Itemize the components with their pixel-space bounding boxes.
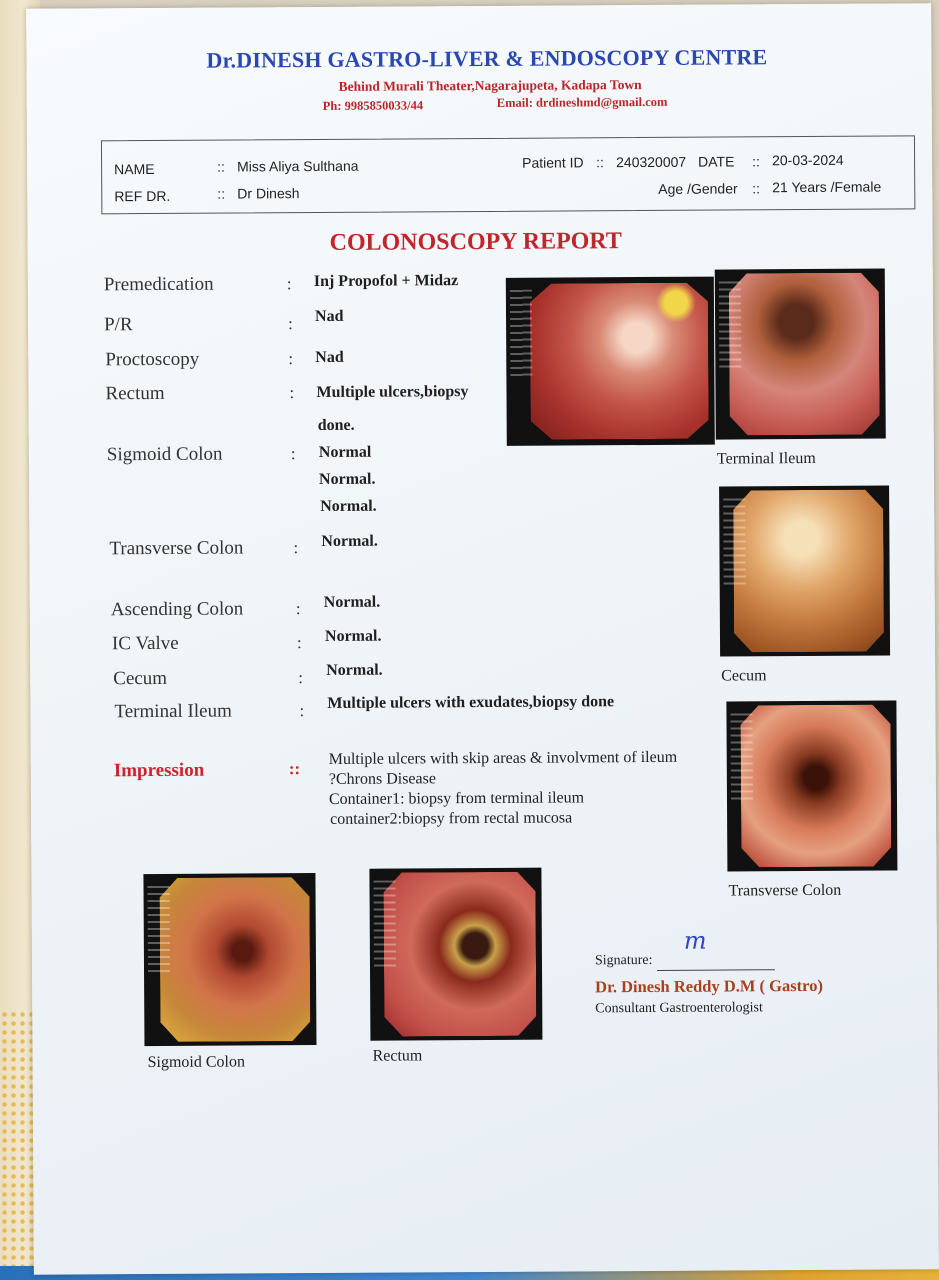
impression-label: Impression	[113, 759, 205, 782]
handwritten-signature: m	[683, 926, 707, 955]
patient-info-box	[101, 135, 915, 214]
patient-id: 240320007	[616, 153, 687, 171]
ref-doctor: Dr Dinesh	[237, 185, 300, 202]
endoscopy-image-rectum-closeup	[506, 277, 715, 446]
ref-label: REF DR.	[114, 187, 171, 205]
image-caption: Terminal Ileum	[716, 449, 816, 468]
doctor-name: Dr. Dinesh Reddy D.M ( Gastro)	[595, 975, 823, 997]
image-caption: Rectum	[372, 1047, 423, 1065]
finding-separator: :	[290, 444, 296, 464]
finding-value: Normal.	[321, 532, 378, 550]
finding-separator: :	[299, 701, 305, 721]
centre-email: Email: drdineshmd@gmail.com	[496, 94, 668, 110]
finding-value-continued: Normal.	[318, 470, 376, 488]
centre-name: Dr.DINESH GASTRO-LIVER & ENDOSCOPY CENTRE	[206, 44, 768, 73]
finding-label: Premedication	[103, 273, 214, 296]
date-label: DATE	[698, 153, 735, 170]
finding-label: Proctoscopy	[105, 348, 200, 371]
report-sheet	[26, 3, 939, 1275]
finding-label: Sigmoid Colon	[106, 443, 223, 466]
patient-id-label: Patient ID	[522, 154, 584, 171]
finding-value: Nad	[314, 307, 344, 326]
finding-label: Transverse Colon	[109, 537, 244, 560]
report-date: 20-03-2024	[772, 151, 844, 169]
finding-label: Ascending Colon	[110, 598, 244, 621]
finding-value: Normal.	[326, 661, 383, 679]
ref-separator: ::	[217, 185, 226, 202]
finding-value-continued: done.	[317, 416, 355, 435]
finding-separator: :	[293, 538, 299, 558]
finding-value: Multiple ulcers,biopsy	[316, 383, 469, 402]
age-gender-label: Age /Gender	[658, 180, 738, 197]
signature-line	[657, 969, 775, 971]
image-caption: Sigmoid Colon	[147, 1053, 245, 1072]
finding-value: Normal.	[323, 593, 381, 611]
finding-value: Multiple ulcers with exudates,biopsy done	[327, 693, 615, 712]
finding-separator: :	[296, 633, 302, 653]
name-separator: ::	[217, 158, 225, 175]
endoscopy-image-transverse-colon	[726, 700, 897, 871]
finding-value: Normal.	[324, 627, 382, 645]
endoscopy-image-sigmoid-colon	[143, 873, 316, 1046]
finding-value: Nad	[315, 348, 344, 367]
finding-separator: :	[288, 349, 294, 369]
finding-separator: :	[288, 314, 293, 334]
impression-line: Multiple ulcers with skip areas & involvment of ileum	[328, 748, 678, 768]
impression-separator: ::	[288, 759, 301, 779]
image-caption: Cecum	[721, 667, 767, 685]
finding-separator: :	[295, 599, 301, 619]
signature-label: Signature:	[594, 952, 653, 969]
finding-label: IC Valve	[111, 632, 179, 655]
endoscopy-image-cecum	[719, 486, 890, 657]
finding-value: Normal	[318, 443, 372, 461]
finding-label: Rectum	[105, 382, 165, 405]
name-label: NAME	[114, 160, 155, 178]
doctor-title: Consultant Gastroenterologist	[595, 1000, 763, 1017]
impression-line: ?Chrons Disease	[328, 770, 436, 788]
finding-separator: :	[298, 668, 304, 688]
impression-line: container2:biopsy from rectal mucosa	[330, 809, 573, 828]
date-separator: ::	[752, 153, 760, 170]
image-caption: Transverse Colon	[728, 881, 842, 900]
finding-label: Terminal Ileum	[114, 700, 232, 723]
age-gender-separator: ::	[752, 180, 761, 197]
report-title: COLONOSCOPY REPORT	[329, 228, 622, 256]
centre-address: Behind Murali Theater,Nagarajupeta, Kadapa Town	[338, 77, 642, 94]
finding-value: Inj Propofol + Midaz	[313, 272, 459, 291]
endoscopy-image-rectum	[369, 868, 542, 1041]
finding-separator: :	[286, 274, 292, 294]
finding-label: Cecum	[113, 667, 168, 690]
finding-label: P/R	[104, 314, 133, 336]
finding-value-continued: Normal.	[320, 497, 377, 515]
centre-phone: Ph: 9985850033/44	[322, 98, 424, 113]
finding-separator: :	[289, 383, 295, 403]
age-gender: 21 Years /Female	[772, 178, 882, 196]
patient-name: Miss Aliya Sulthana	[237, 157, 359, 175]
endoscopy-image-terminal-ileum	[715, 269, 886, 440]
impression-line: Container1: biopsy from terminal ileum	[328, 789, 585, 808]
patient-id-separator: ::	[596, 154, 604, 171]
